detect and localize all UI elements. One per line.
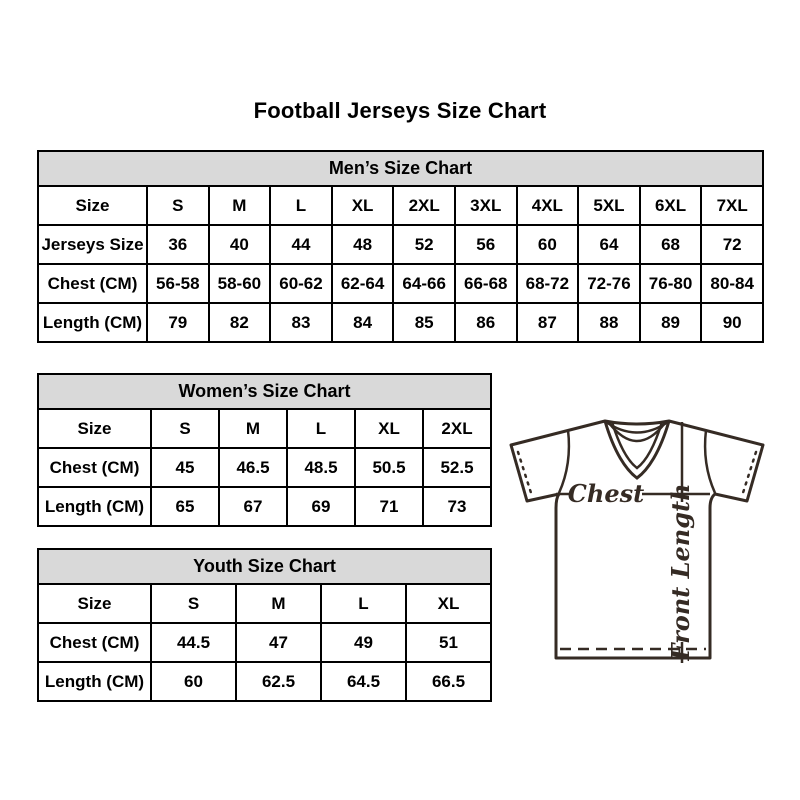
value-cell: 2XL [393,186,455,225]
value-cell: 76-80 [640,264,702,303]
value-cell: 65 [151,487,219,526]
front-length-label: Front Length [666,483,695,661]
value-cell: XL [355,409,423,448]
value-cell: 64.5 [321,662,406,701]
table-row [38,448,491,487]
value-cell: 56 [455,225,517,264]
value-cell: 44 [270,225,332,264]
value-cell: 60 [151,662,236,701]
value-cell: 66-68 [455,264,517,303]
value-cell: 6XL [640,186,702,225]
value-cell: 71 [355,487,423,526]
row-label: Size [38,409,151,448]
row-label: Chest (CM) [38,264,147,303]
value-cell: L [321,584,406,623]
table-row [38,225,763,264]
value-cell: 52 [393,225,455,264]
row-label: Size [38,186,147,225]
value-cell: 90 [701,303,763,342]
womens-size-chart-table [37,373,492,527]
value-cell: 69 [287,487,355,526]
value-cell: S [151,584,236,623]
row-label: Size [38,584,151,623]
value-cell: 64-66 [393,264,455,303]
value-cell: 5XL [578,186,640,225]
chest-label: Chest [567,479,645,508]
value-cell: M [219,409,287,448]
value-cell: 3XL [455,186,517,225]
value-cell: 67 [219,487,287,526]
value-cell: 60 [517,225,579,264]
value-cell: 58-60 [209,264,271,303]
value-cell: 48 [332,225,394,264]
table-row [38,584,491,623]
men-table-title: Men’s Size Chart [38,151,763,186]
value-cell: 82 [209,303,271,342]
value-cell: S [147,186,209,225]
youth-table-header-row [38,549,491,584]
value-cell: 87 [517,303,579,342]
value-cell: 66.5 [406,662,491,701]
value-cell: 89 [640,303,702,342]
value-cell: L [270,186,332,225]
page-title: Football Jerseys Size Chart [253,98,547,123]
value-cell: 85 [393,303,455,342]
row-label: Length (CM) [38,487,151,526]
value-cell: 48.5 [287,448,355,487]
value-cell: 73 [423,487,491,526]
value-cell: 60-62 [270,264,332,303]
table-row [38,264,763,303]
value-cell: 68-72 [517,264,579,303]
row-label: Chest (CM) [38,448,151,487]
jersey-armhole-seam-right [705,430,715,493]
value-cell: 79 [147,303,209,342]
value-cell: 49 [321,623,406,662]
value-cell: 56-58 [147,264,209,303]
value-cell: 36 [147,225,209,264]
value-cell: 62-64 [332,264,394,303]
women-table-title: Women’s Size Chart [38,374,491,409]
value-cell: 88 [578,303,640,342]
value-cell: XL [332,186,394,225]
table-row [38,487,491,526]
value-cell: 45 [151,448,219,487]
value-cell: S [151,409,219,448]
value-cell: 86 [455,303,517,342]
table-row [38,623,491,662]
table-row [38,409,491,448]
value-cell: 47 [236,623,321,662]
value-cell: 2XL [423,409,491,448]
value-cell: 4XL [517,186,579,225]
value-cell: 64 [578,225,640,264]
value-cell: 40 [209,225,271,264]
value-cell: 68 [640,225,702,264]
table-row [38,186,763,225]
row-label: Jerseys Size [38,225,147,264]
value-cell: M [236,584,321,623]
value-cell: 46.5 [219,448,287,487]
value-cell: 7XL [701,186,763,225]
value-cell: 84 [332,303,394,342]
row-label: Length (CM) [38,662,151,701]
value-cell: 80-84 [701,264,763,303]
value-cell: 44.5 [151,623,236,662]
youth-size-chart-table [37,548,492,702]
men-table-header-row [38,151,763,186]
table-row [38,662,491,701]
value-cell: L [287,409,355,448]
value-cell: 52.5 [423,448,491,487]
value-cell: 72-76 [578,264,640,303]
youth-table-title: Youth Size Chart [38,549,491,584]
value-cell: 62.5 [236,662,321,701]
table-row [38,303,763,342]
value-cell: XL [406,584,491,623]
jersey-outline-shape [511,421,763,658]
value-cell: 51 [406,623,491,662]
value-cell: 50.5 [355,448,423,487]
mens-size-chart-table [37,150,764,343]
jersey-measurement-diagram [502,402,774,668]
row-label: Chest (CM) [38,623,151,662]
value-cell: 83 [270,303,332,342]
value-cell: M [209,186,271,225]
women-table-header-row [38,374,491,409]
row-label: Length (CM) [38,303,147,342]
jersey-vneck-collar [605,421,669,478]
value-cell: 72 [701,225,763,264]
